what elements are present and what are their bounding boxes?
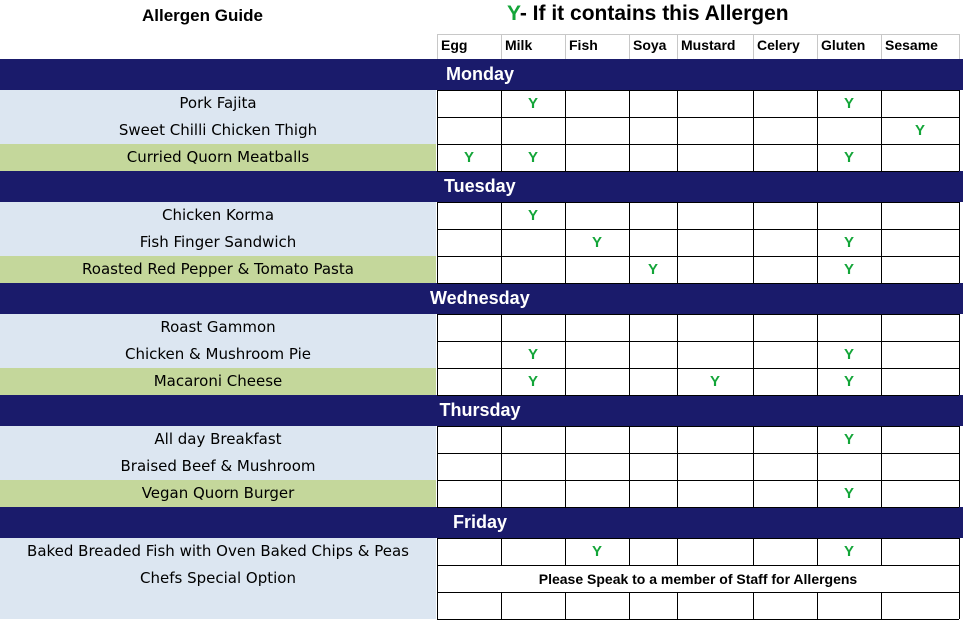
day-band-friday — [0, 507, 963, 538]
day-band-wednesday — [0, 283, 963, 314]
allergen-mark-gluten: Y — [843, 234, 854, 251]
allergen-mark-gluten: Y — [843, 346, 854, 363]
dish-name: Pork Fajita — [179, 94, 257, 112]
day-label: Tuesday — [444, 176, 516, 196]
allergen-mark-gluten: Y — [843, 149, 854, 166]
column-header-egg: Egg — [441, 37, 468, 53]
allergen-mark-milk: Y — [527, 95, 538, 112]
allergen-mark-fish: Y — [591, 234, 602, 251]
allergen-mark-gluten: Y — [843, 261, 854, 278]
dish-name: Chefs Special Option — [140, 569, 296, 587]
legend-marker: Y — [507, 2, 520, 25]
allergen-mark-gluten: Y — [843, 485, 854, 502]
allergen-mark-fish: Y — [591, 543, 602, 560]
column-header-mustard: Mustard — [681, 37, 736, 53]
dish-name: Chicken Korma — [161, 206, 275, 224]
allergen-mark-gluten: Y — [843, 431, 854, 448]
day-label: Monday — [446, 64, 515, 84]
column-header-milk: Milk — [505, 37, 533, 53]
day-label: Thursday — [439, 400, 521, 420]
allergen-legend — [507, 2, 789, 26]
dish-name: Chicken & Mushroom Pie — [125, 345, 311, 363]
dish-name: Vegan Quorn Burger — [141, 484, 295, 502]
allergen-mark-soya: Y — [647, 261, 658, 278]
allergen-mark-milk: Y — [527, 346, 538, 363]
dish-name: Macaroni Cheese — [153, 372, 283, 390]
dish-name: Roasted Red Pepper & Tomato Pasta — [82, 260, 354, 278]
allergen-mark-gluten: Y — [843, 373, 854, 390]
allergen-mark-gluten: Y — [843, 543, 854, 560]
day-band-thursday — [0, 395, 963, 426]
column-header-celery: Celery — [757, 37, 800, 53]
column-header-fish: Fish — [569, 37, 598, 53]
legend-text: - If it contains this Allergen — [519, 2, 789, 25]
allergen-mark-egg: Y — [463, 149, 474, 166]
allergen-mark-mustard: Y — [709, 373, 720, 390]
dish-name: Roast Gammon — [160, 318, 276, 336]
row-background — [0, 592, 436, 619]
column-header-sesame: Sesame — [885, 37, 938, 53]
day-band-monday — [0, 59, 963, 90]
allergen-mark-milk: Y — [527, 373, 538, 390]
dish-name: Curried Quorn Meatballs — [126, 148, 310, 166]
allergen-mark-sesame: Y — [914, 122, 925, 139]
day-label: Wednesday — [430, 288, 530, 308]
allergen-guide-title: Allergen Guide — [142, 6, 263, 25]
column-header-soya: Soya — [633, 37, 667, 53]
allergen-mark-gluten: Y — [843, 95, 854, 112]
dish-name: Fish Finger Sandwich — [139, 233, 297, 251]
allergen-mark-milk: Y — [527, 149, 538, 166]
allergen-mark-milk: Y — [527, 207, 538, 224]
dish-name: All day Breakfast — [154, 430, 282, 448]
day-band-tuesday — [0, 171, 963, 202]
dish-name: Baked Breaded Fish with Oven Baked Chips & Peas — [27, 542, 409, 560]
allergen-note: Please Speak to a member of Staff for Allergens — [437, 566, 959, 592]
column-header-gluten: Gluten — [821, 37, 866, 53]
dish-name: Braised Beef & Mushroom — [120, 457, 316, 475]
dish-name: Sweet Chilli Chicken Thigh — [118, 121, 318, 139]
day-label: Friday — [453, 512, 508, 532]
